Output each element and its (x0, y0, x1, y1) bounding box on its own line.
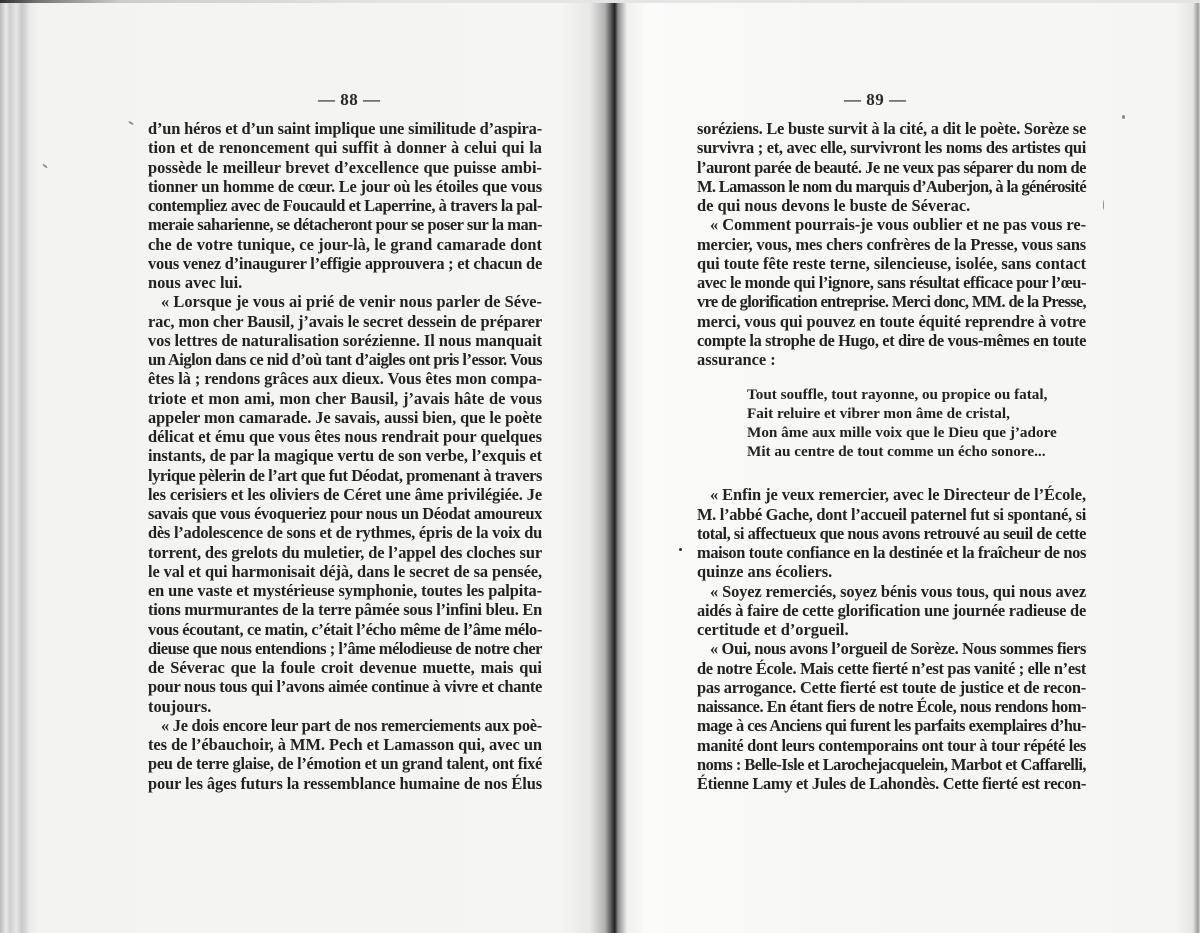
text-line: triote et mon ami, mon cher Bausil, j’avais hâte de vous (148, 388, 542, 408)
text-line: Étienne Lamy et Jules de Lahondès. Cette fierté est recon- (697, 774, 1086, 793)
text-line: M. l’abbé Gache, dont l’accueil paternel fut si spontané, si (697, 504, 1086, 524)
page-number-right: — 89 — (844, 90, 907, 109)
text-line: « Oui, nous avons l’orgueil de Sorèze. Nous sommes fiers (710, 639, 1086, 659)
text-line: vre de glorification entreprise. Merci donc, MM. de la Presse, (697, 292, 1086, 312)
text-line: tionner un homme de cœur. Le jour où les étoiles que vous (148, 176, 542, 196)
text-line: pour les âges futurs la ressemblance humaine de nos Élus (148, 773, 542, 793)
text-line: mage à ces Anciens qui furent les parfaits exemplaires d’hu- (697, 716, 1086, 736)
right-page-text (697, 119, 1086, 793)
text-line: de Séverac que la foule croit devenue muette, mais qui (148, 658, 542, 677)
text-line: quinze ans écoliers. (697, 562, 833, 582)
text-line: « Enfin je veux remercier, avec le Directeur de l’École, (710, 485, 1086, 505)
text-line: M. Lamasson le nom du marquis d’Auberjon, à la générosité (697, 176, 1086, 196)
paper-speck (1122, 115, 1125, 119)
text-line: « Comment pourrais-je vous oublier et ne pas vous re- (710, 215, 1086, 235)
text-line: « Soyez remerciés, soyez bénis vous tous, qui nous avez (710, 581, 1086, 601)
verse-line: Fait reluire et vibrer mon âme de cristal, (747, 405, 1010, 423)
verse-line: Mon âme aux mille voix que le Dieu que j’adore (747, 424, 1057, 442)
text-line: êtes là ; rendons grâces aux dieux. Vous êtes mon compa- (148, 369, 542, 389)
text-line: survivra ; et, avec elle, survivront les noms des artistes qui (697, 138, 1086, 158)
text-line: assurance : (697, 350, 776, 369)
text-line: contempliez avec de Foucauld et Laperrine, à travers la pal- (148, 196, 542, 215)
left-page-text (148, 119, 542, 793)
text-line: de notre École. Mais cette fierté n’est pas vanité ; elle n’est (697, 658, 1086, 678)
text-line: lyrique pèlerin de l’art que fut Déodat, promenant à travers (148, 465, 542, 485)
text-line: le val et qui harmonisait déjà, dans le secret de sa pensée, (148, 561, 542, 581)
text-line: mercier, vous, mes chers confrères de la Presse, vous sans (697, 234, 1086, 254)
text-line: tes de l’ébauchoir, à MM. Pech et Lamasson qui, avec un (148, 735, 542, 754)
verse-quotation (697, 385, 1086, 461)
text-line: tions murmurantes de la terre pâmée sous l’infini bleu. En (148, 600, 542, 620)
text-line: pour nous tous qui l’avons aimée continue à vivre et chante (148, 677, 542, 697)
text-line: soréziens. Le buste survit à la cité, a dit le poète. Sorèze se (697, 119, 1086, 138)
text-line: nous avec lui. (148, 273, 243, 292)
text-line: dès l’adolescence de sons et de rythmes, épris de la voix du (148, 523, 542, 543)
text-line: qui toute fête reste terne, silencieuse, isolée, sans contact (697, 253, 1086, 273)
text-line: che de votre tunique, ce jour-là, le grand camarade dont (148, 234, 542, 254)
text-line: appeler mon camarade. Je savais, aussi bien, que le poète (148, 407, 542, 427)
text-line: d’un héros et d’un saint implique une similitude d’aspira- (148, 119, 542, 138)
text-line: pas arrogance. Cette fierté est toute de justice et de recon- (697, 677, 1086, 697)
text-line: total, si affectueux que nous avons retrouvé au seuil de cette (697, 523, 1086, 543)
verse-line: Mit au centre de tout comme un écho sonore... (747, 443, 1046, 461)
text-line: toujours. (148, 696, 212, 716)
text-line: merci, vous qui pouvez en toute équité reprendre à votre (697, 311, 1086, 331)
text-line: vos lettres de naturalisation sorézienne. Il nous manquait (148, 330, 542, 350)
text-line: délicat et ému que vous êtes nous rendrait pour quelques (148, 427, 542, 446)
text-line: manité dont leurs contemporains ont tour à tour répété les (697, 735, 1086, 755)
text-line: peu de terre glaise, de l’émotion et un grand talent, ont fixé (148, 754, 542, 774)
text-line: l’auront parée de beauté. Je ne veux pas séparer du nom de (697, 157, 1086, 177)
text-line: noms : Belle-Isle et Larochejacquelein, Marbot et Caffarelli, (697, 754, 1086, 774)
text-line: de qui nous devons le buste de Séverac. (697, 196, 971, 215)
page-number-left: — 88 — (318, 90, 381, 109)
text-line: aidés à faire de cette glorification une journée radieuse de (697, 600, 1086, 620)
text-line: torrent, des grelots du muletier, de l’appel des cloches sur (148, 542, 542, 562)
paper-speck (679, 548, 682, 551)
text-line: les cerisiers et les oliviers de Céret une âme privilégiée. Je (148, 484, 542, 504)
text-line: vous écoutant, ce matin, c’était l’écho même de l’âme mélo- (148, 619, 542, 639)
text-line: meraie saharienne, se détacheront pour se poser sur la man- (148, 215, 542, 235)
text-line: avec le monde qui l’ignore, sans résultat efficace pour l’œu- (697, 273, 1086, 292)
text-line: vous venez d’inaugurer l’effigie approuvera ; et chacun de (148, 253, 542, 273)
text-line: « Lorsque je vous ai prié de venir nous parler de Séve- (161, 292, 542, 312)
text-line: maison toute confiance en la destinée et la fraîcheur de nos (697, 543, 1086, 562)
text-line: tion et de renoncement qui suffit à donner à celui qui la (148, 138, 542, 158)
text-line: certitude et d’orgueil. (697, 620, 849, 639)
text-line: un Aiglon dans ce nid d’où tant d’aigles ont pris l’essor. Vous (148, 350, 542, 369)
text-line: dieuse que nous entendions ; l’âme mélodieuse de notre cher (148, 638, 542, 658)
paper-speck (1103, 200, 1104, 210)
text-line: savais que vous évoqueriez pour nous un Déodat amoureux (148, 504, 542, 523)
text-line: en une vaste et mystérieuse symphonie, toutes les palpita- (148, 581, 542, 600)
verse-line: Tout souffle, tout rayonne, ou propice ou fatal, (747, 386, 1048, 404)
text-line: rac, mon cher Bausil, j’avais le secret dessein de préparer (148, 311, 542, 331)
text-line: « Je dois encore leur part de nos remerciements aux poè- (161, 715, 542, 735)
text-line: instants, de par la magique vertu de son verbe, l’exquis et (148, 446, 542, 466)
scan-edge (0, 0, 1200, 3)
text-line: compte la strophe de Hugo, et dire de vous-mêmes en toute (697, 330, 1086, 350)
text-line: possède le meilleur brevet d’excellence que puisse ambi- (148, 157, 542, 177)
text-line: naissance. En étant fiers de notre École, nous rendons hom- (697, 697, 1086, 716)
